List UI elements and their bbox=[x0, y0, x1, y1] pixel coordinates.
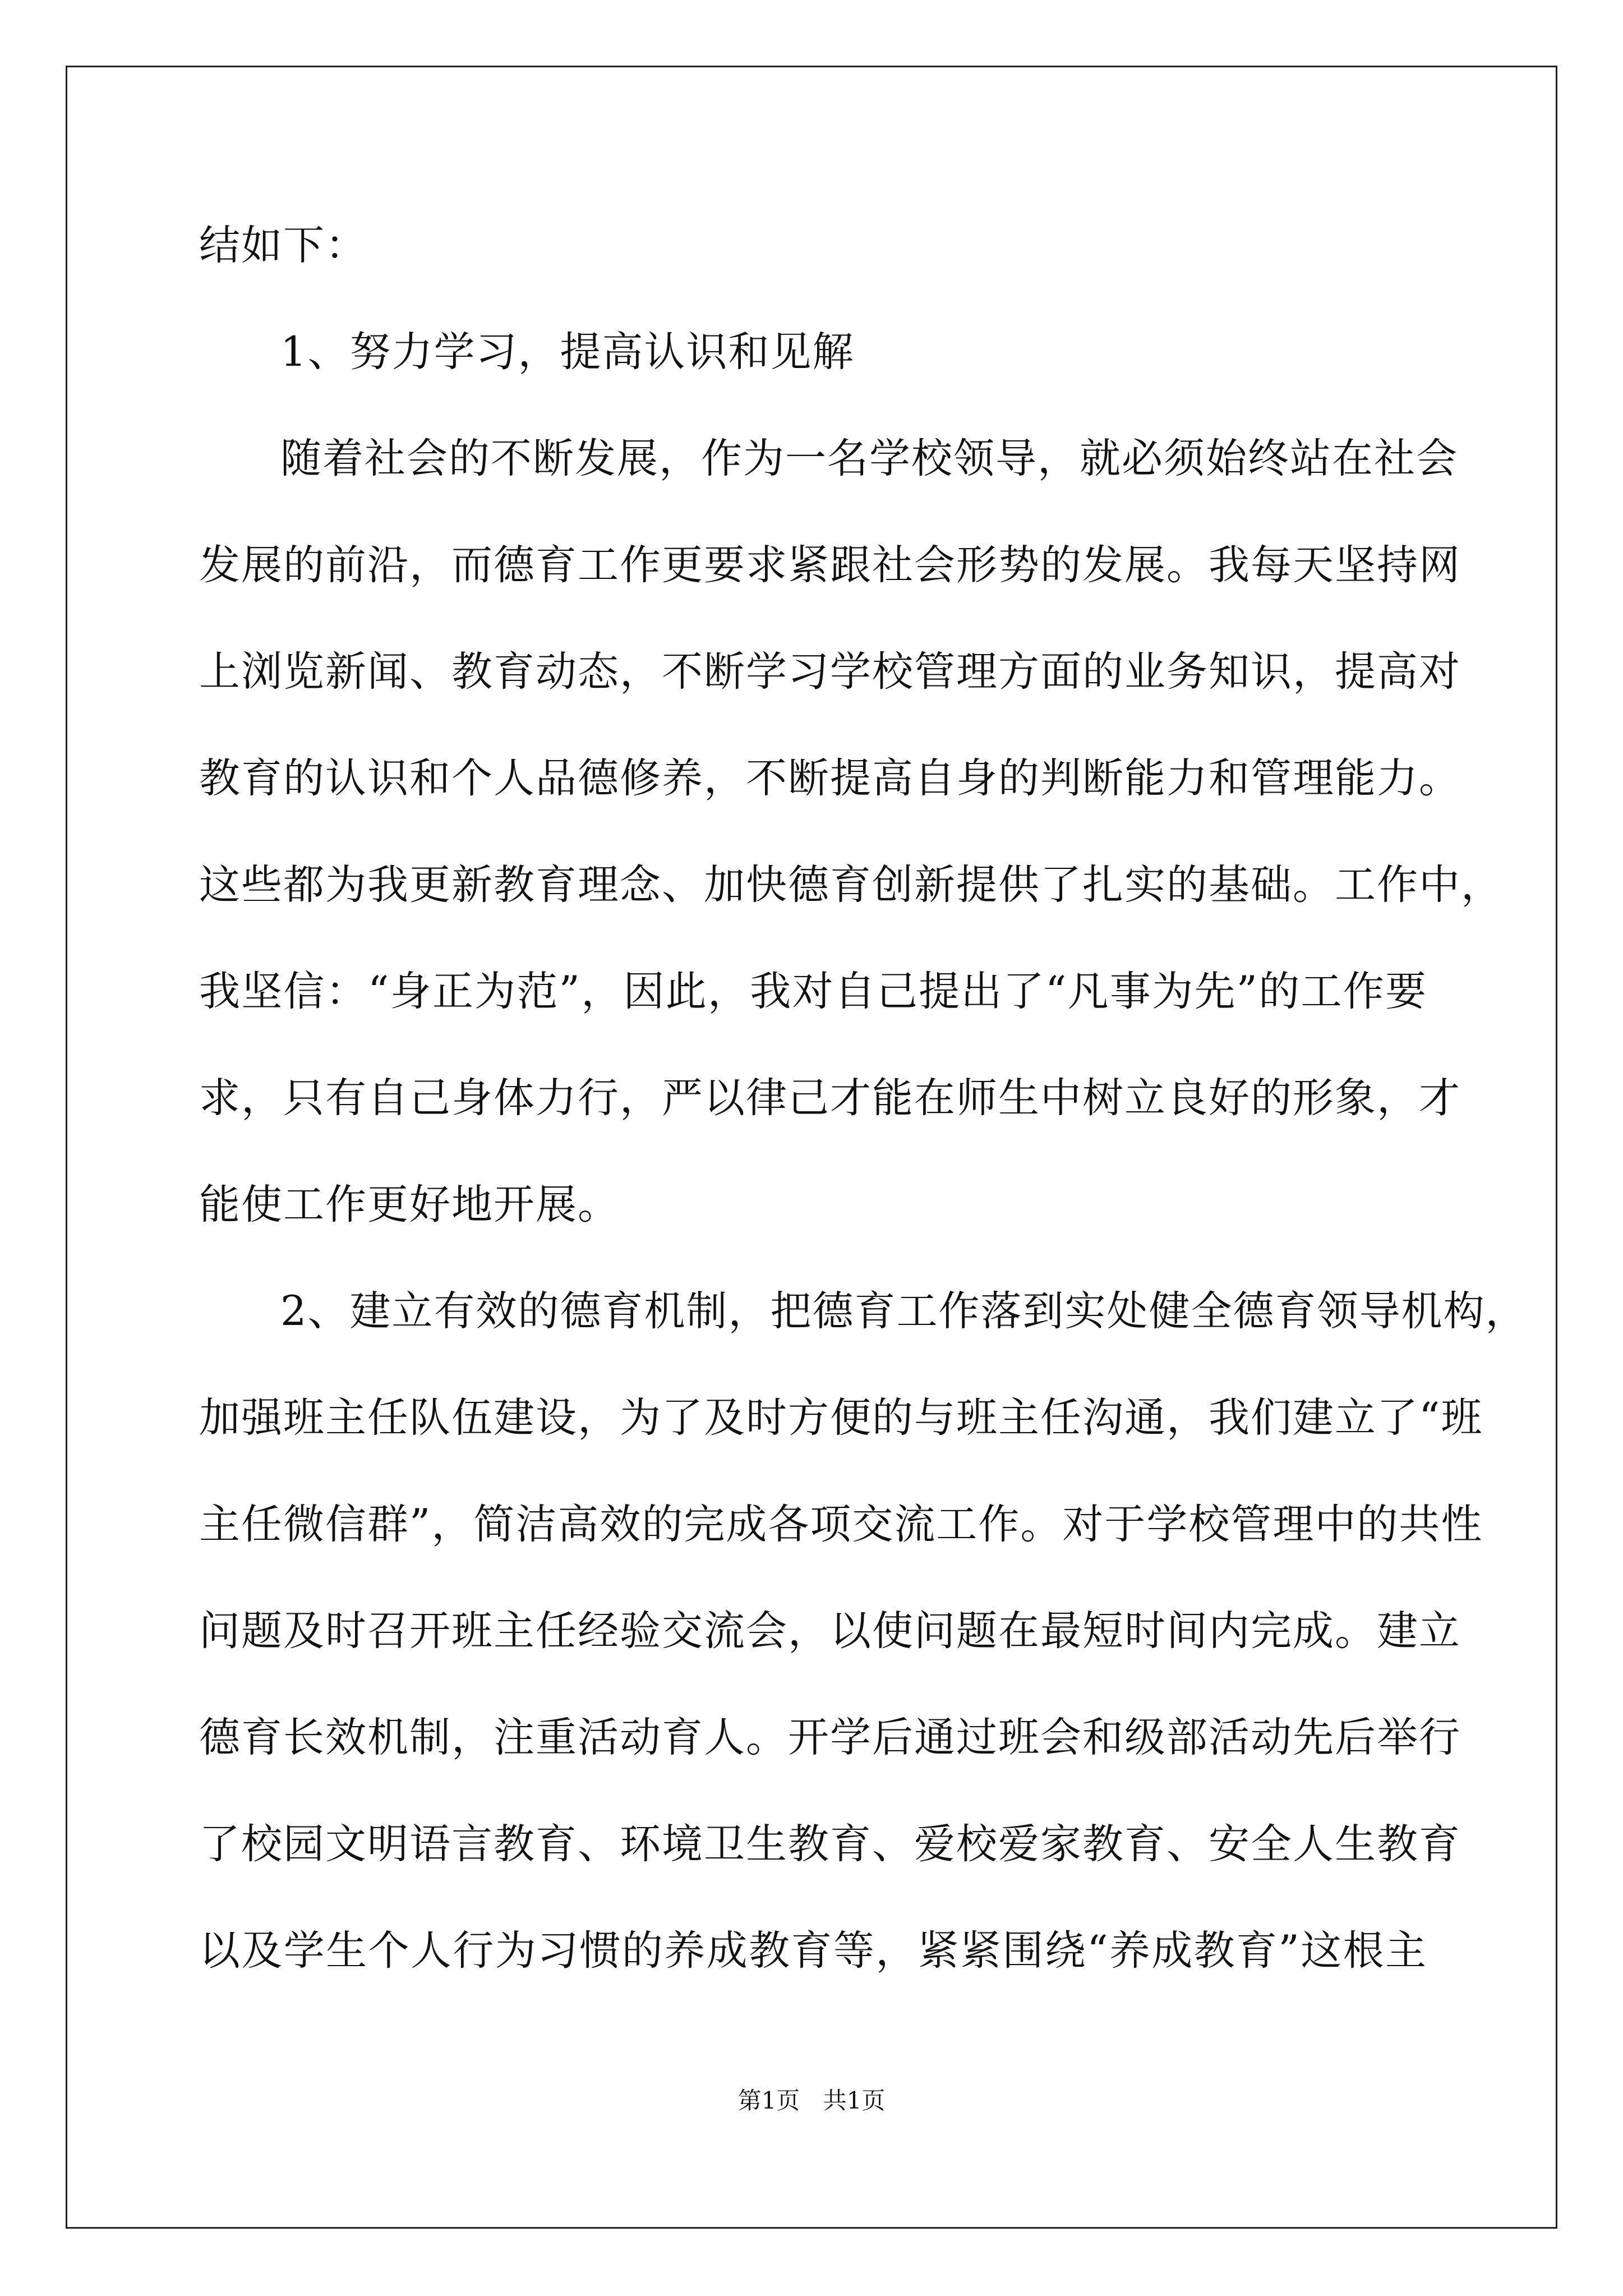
text-line: 加强班主任队伍建设，为了及时方便的与班主任沟通，我们建立了“班 bbox=[199, 1394, 1483, 1442]
text-line: 我坚信：“身正为范”，因此，我对自己提出了“凡事为先”的工作要 bbox=[199, 968, 1427, 1015]
text-line: 能使工作更好地开展。 bbox=[199, 1181, 620, 1228]
text-line: 以及学生个人行为习惯的养成教育等，紧紧围绕“养成教育”这根主 bbox=[199, 1927, 1427, 1975]
page-border bbox=[66, 66, 1557, 2229]
page-number: 第1页 bbox=[737, 2087, 800, 2114]
page-total: 共1页 bbox=[823, 2087, 886, 2114]
page-footer bbox=[0, 2084, 1623, 2118]
section-heading: 1、努力学习，提高认识和见解 bbox=[280, 328, 855, 376]
text-line: 求，只有自己身体力行，严以律己才能在师生中树立良好的形象，才 bbox=[199, 1074, 1461, 1122]
text-line: 主任微信群”，简洁高效的完成各项交流工作。对于学校管理中的共性 bbox=[199, 1501, 1483, 1548]
text-line: 德育长效机制，注重活动育人。开学后通过班会和级部活动先后举行 bbox=[199, 1714, 1461, 1761]
text-line: 发展的前沿，而德育工作更要求紧跟社会形势的发展。我每天坚持网 bbox=[199, 541, 1461, 589]
text-line: 教育的认识和个人品德修养，不断提高自身的判断能力和管理能力。 bbox=[199, 754, 1461, 802]
text-line: 问题及时召开班主任经验交流会，以使问题在最短时间内完成。建立 bbox=[199, 1607, 1461, 1655]
section-heading: 2、建立有效的德育机制，把德育工作落到实处健全德育领导机构， bbox=[280, 1287, 1528, 1335]
text-line: 了校园文明语言教育、环境卫生教育、爱校爱家教育、安全人生教育 bbox=[199, 1820, 1461, 1868]
text-line: 这些都为我更新教育理念、加快德育创新提供了扎实的基础。工作中， bbox=[199, 861, 1503, 909]
text-line: 随着社会的不断发展，作为一名学校领导，就必须始终站在社会 bbox=[280, 435, 1458, 482]
text-line: 上浏览新闻、教育动态，不断学习学校管理方面的业务知识，提高对 bbox=[199, 648, 1461, 696]
text-line: 结如下： bbox=[199, 222, 367, 269]
